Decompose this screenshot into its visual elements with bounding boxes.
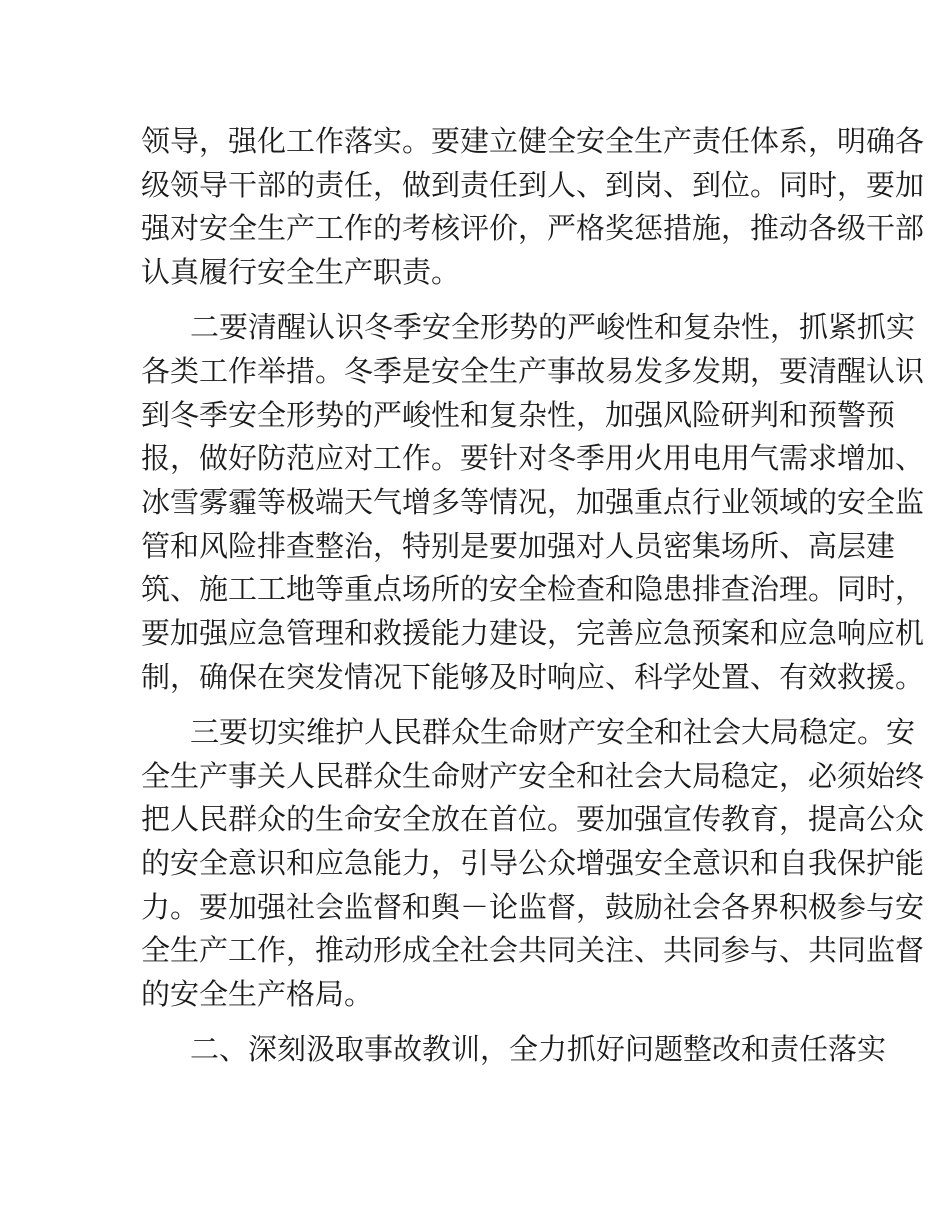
paragraph-first-line: 三要切实维护人民群众生命财产安全和社会大局稳定。安 bbox=[190, 715, 916, 749]
text-line: 制，确保在突发情况下能够及时响应、科学处置、有效救援。 bbox=[141, 660, 925, 694]
section-heading: 二、深刻汲取事故教训，全力抓好问题整改和责任落实 bbox=[190, 1032, 887, 1066]
text-line: 要加强应急管理和救援能力建设，完善应急预案和应急响应机 bbox=[141, 616, 925, 650]
text-line: 全生产工作，推动形成全社会共同关注、共同参与、共同监督 bbox=[141, 933, 925, 967]
text-line: 领导，强化工作落实。要建立健全安全生产责任体系，明确各 bbox=[141, 124, 925, 158]
text-line: 的安全生产格局。 bbox=[141, 977, 374, 1011]
text-line: 冰雪雾霾等极端天气增多等情况，加强重点行业领域的安全监 bbox=[141, 485, 925, 519]
text-line: 管和风险排查整治，特别是要加强对人员密集场所、高层建 bbox=[141, 529, 896, 563]
text-line: 的安全意识和应急能力，引导公众增强安全意识和自我保护能 bbox=[141, 846, 925, 880]
text-line: 各类工作举措。冬季是安全生产事故易发多发期，要清醒认识 bbox=[141, 354, 925, 388]
text-line: 筑、施工工地等重点场所的安全检查和隐患排查治理。同时， bbox=[141, 572, 925, 606]
text-line: 到冬季安全形势的严峻性和复杂性，加强风险研判和预警预 bbox=[141, 398, 896, 432]
text-line: 认真履行安全生产职责。 bbox=[141, 255, 461, 289]
text-line: 级领导干部的责任，做到责任到人、到岗、到位。同时，要加 bbox=[141, 168, 925, 202]
text-line: 全生产事关人民群众生命财产安全和社会大局稳定，必须始终 bbox=[141, 759, 925, 793]
text-line: 把人民群众的生命安全放在首位。要加强宣传教育，提高公众 bbox=[141, 802, 925, 836]
paragraph-first-line: 二要清醒认识冬季安全形势的严峻性和复杂性，抓紧抓实 bbox=[190, 310, 916, 344]
text-line: 力。要加强社会监督和舆－论监督，鼓励社会各界积极参与安 bbox=[141, 890, 925, 924]
text-line: 强对安全生产工作的考核评价，严格奖惩措施，推动各级干部 bbox=[141, 211, 925, 245]
text-line: 报，做好防范应对工作。要针对冬季用火用电用气需求增加、 bbox=[141, 441, 925, 475]
